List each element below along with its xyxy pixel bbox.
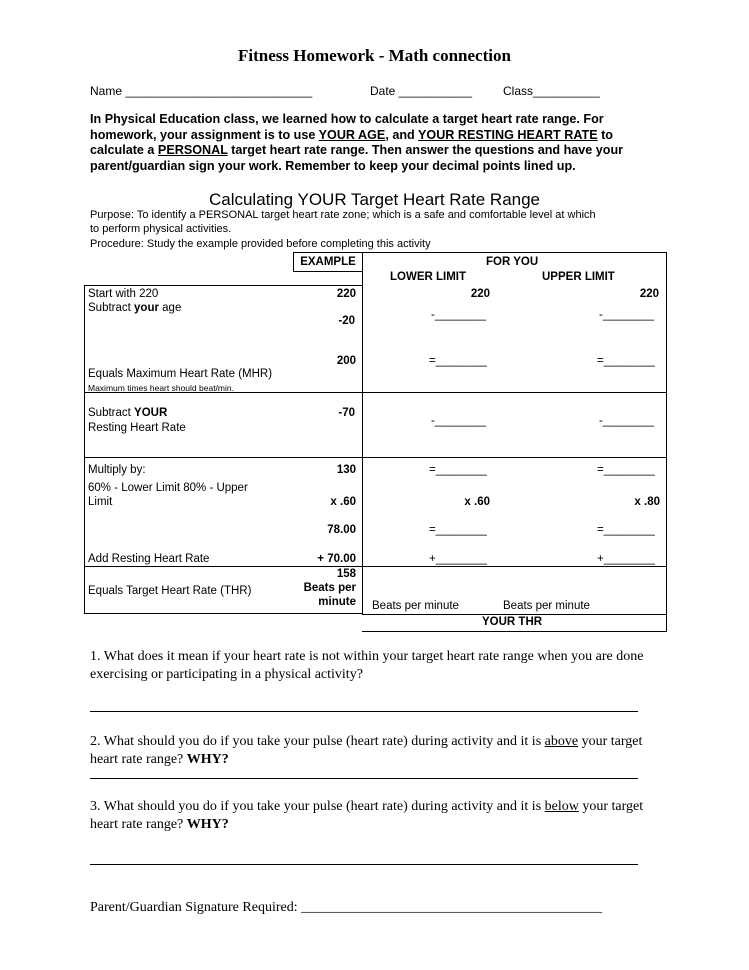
purpose-text-cont: to perform physical activities. xyxy=(90,223,232,235)
name-field-label: Name ____________________________ xyxy=(90,84,313,98)
row-label-thr: Equals Target Heart Rate (THR) xyxy=(88,585,252,597)
for-you-column-header: FOR YOU xyxy=(486,256,539,268)
example-rhr-value: -70 xyxy=(338,407,355,419)
lower-hrr-blank[interactable]: =________ xyxy=(429,464,487,476)
question-2: 2. What should you do if you take your pulse (heart rate) during activity and it is above your target heart rate range? WHY? xyxy=(90,734,643,767)
row-label-multiply: Multiply by: xyxy=(88,464,146,476)
example-mhr-value: 200 xyxy=(336,355,356,367)
answer-line-3[interactable] xyxy=(90,864,638,865)
example-multiplier: x .60 xyxy=(330,496,356,508)
row-label-subtract-rhr: Subtract YOUR xyxy=(88,407,168,419)
row-label-subtract-age: Subtract your age xyxy=(88,302,182,314)
lower-mhr-blank[interactable]: =________ xyxy=(429,355,487,367)
purpose-text: Purpose: To identify a PERSONAL target heart rate zone; which is a safe and comfortable level at which xyxy=(90,209,596,221)
lower-product-blank[interactable]: =________ xyxy=(429,524,487,536)
example-age-value: -20 xyxy=(338,315,355,327)
your-thr-label: YOUR THR xyxy=(482,616,543,628)
lower-multiplier: x .60 xyxy=(464,496,490,508)
mhr-note: Maximum times heart should beat/min. xyxy=(88,383,234,393)
date-field-label: Date ___________ xyxy=(370,84,473,98)
row-label-mhr: Equals Maximum Heart Rate (MHR) xyxy=(88,368,273,380)
upper-start-value: 220 xyxy=(639,288,659,300)
row-label-start: Start with 220 xyxy=(88,288,159,300)
section-title: Calculating YOUR Target Heart Rate Range xyxy=(208,190,541,209)
intro-paragraph: In Physical Education class, we learned how to calculate a target heart rate range. For homework, your assignment is to use YOUR AGE, and YOUR RESTING HEART RATE to calculate a PERSONAL target heart rate range. Then answer the questions and have your parent/guardian sign your work. Remember to keep your decimal points lined up. xyxy=(90,112,624,173)
upper-product-blank[interactable]: =________ xyxy=(597,524,655,536)
example-hrr-value: 130 xyxy=(336,464,356,476)
upper-hrr-blank[interactable]: =________ xyxy=(597,464,655,476)
lower-thr-unit: Beats per minute xyxy=(372,600,459,612)
signature-line[interactable]: Parent/Guardian Signature Required: ___________________________________________ xyxy=(90,900,603,915)
question-1: 1. What does it mean if your heart rate is not within your target heart rate range when you are done exercising or participating in a physical activity? xyxy=(90,649,644,682)
lower-add-blank[interactable]: +________ xyxy=(429,553,487,565)
lower-start-value: 220 xyxy=(470,288,490,300)
example-column-header: EXAMPLE xyxy=(300,256,356,268)
upper-mhr-blank[interactable]: =________ xyxy=(597,355,655,367)
example-thr-unit: Beats per xyxy=(303,582,356,594)
answer-line-1[interactable] xyxy=(90,711,638,712)
example-thr-unit-cont: minute xyxy=(318,596,356,608)
example-start-value: 220 xyxy=(336,288,356,300)
lower-rhr-blank[interactable]: -________ xyxy=(431,415,486,427)
example-product-value: 78.00 xyxy=(327,524,356,536)
lower-limit-header: LOWER LIMIT xyxy=(390,271,467,283)
example-thr-value: 158 xyxy=(336,568,356,580)
question-3: 3. What should you do if you take your pulse (heart rate) during activity and it is below your target heart rate range? WHY? xyxy=(90,799,644,832)
upper-multiplier: x .80 xyxy=(634,496,660,508)
lower-age-blank[interactable]: -________ xyxy=(431,309,486,321)
row-label-percent: 60% - Lower Limit 80% - Upper xyxy=(88,482,248,494)
upper-thr-unit: Beats per minute xyxy=(503,600,590,612)
upper-add-blank[interactable]: +________ xyxy=(597,553,655,565)
row-label-add-rhr: Add Resting Heart Rate xyxy=(88,553,210,565)
row-label-rhr: Resting Heart Rate xyxy=(88,422,186,434)
upper-age-blank[interactable]: -________ xyxy=(599,309,654,321)
upper-limit-header: UPPER LIMIT xyxy=(542,271,615,283)
row-label-limit: Limit xyxy=(88,496,113,508)
example-add-value: + 70.00 xyxy=(317,553,356,565)
answer-line-2[interactable] xyxy=(90,778,638,779)
upper-rhr-blank[interactable]: -________ xyxy=(599,415,654,427)
procedure-text: Procedure: Study the example provided before completing this activity xyxy=(90,238,431,250)
page-title: Fitness Homework - Math connection xyxy=(238,46,511,65)
class-field-label: Class__________ xyxy=(503,84,600,98)
